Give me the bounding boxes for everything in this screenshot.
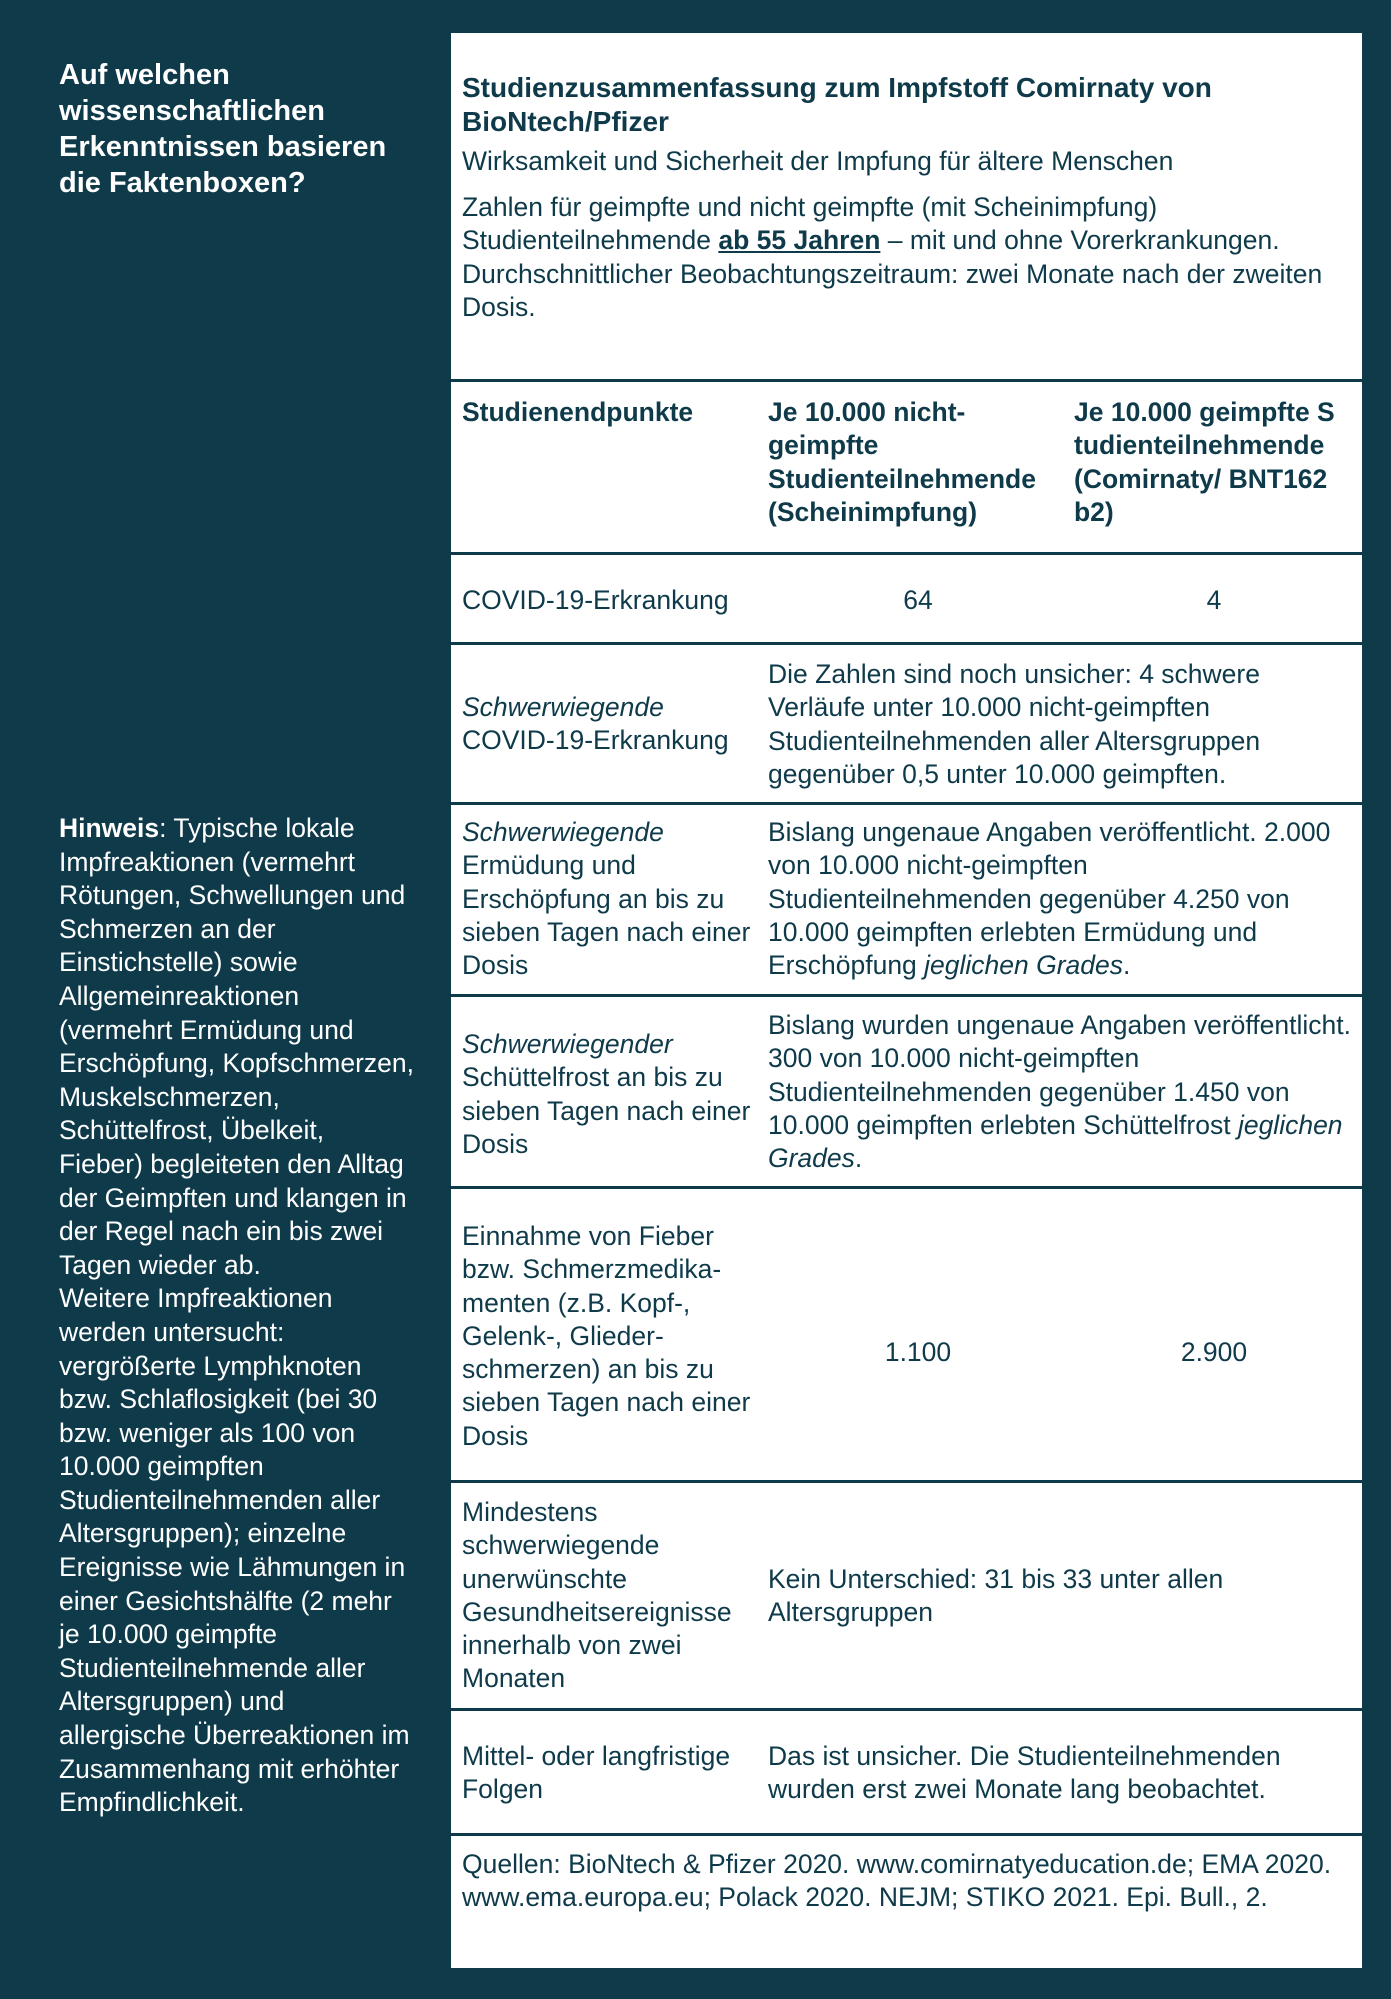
sidebar-note (59, 812, 415, 1820)
italic-label: Schwerwiegende (462, 817, 664, 847)
italic-label: Schwerwiegende (462, 692, 664, 722)
row-severe-covid-label (462, 691, 762, 758)
divider (451, 552, 1362, 555)
row-fatigue-label (462, 816, 762, 982)
divider (451, 802, 1362, 805)
note-text-2: Weitere Impfreaktionen werden untersucht: vergrößerte Lymphknoten bzw. Schlaflosigkeit (bei 30 bzw. weniger als 100 von 10.000 geimpften Studienteilnehmenden aller Altersgruppen); einzelne Ereignisse wie Lähmungen in einer Gesichtshälfte (2 mehr je 10.000 geimpfte Studienteilnehmende aller Altersgruppen) und allergische Überreaktionen im Zusammenhang mit erhöhter Empfindlichkeit. (59, 1283, 410, 1818)
row-adverse-events-text: Kein Unterschied: 31 bis 33 unter allen Altersgruppen (768, 1564, 1224, 1628)
row-adverse-events-label: Mindestens schwerwiegende unerwünschte Gesundheitsereignisse innerhalb von zwei Monaten (462, 1497, 732, 1694)
age-emphasis: ab 55 Jahren (718, 225, 881, 256)
divider (451, 994, 1362, 997)
italic-text: jeglichen Grades (924, 950, 1124, 981)
row-medication-vaccinated: 2.900 (1180, 1337, 1248, 1367)
divider (451, 1480, 1362, 1483)
divider (451, 642, 1362, 645)
study-panel (451, 33, 1362, 1968)
row-medication-label: Einnahme von Fieber bzw. Schmerzmedika-menten (z.B. Kopf-, Gelenk-, Glieder-schmerzen) an bis zu sieben Tagen nach einer Dosis (462, 1221, 751, 1451)
italic-label: Schwerwiegender (462, 1029, 673, 1059)
sources: Quellen: BioNtech & Pfizer 2020. www.comirnatyeducation.de; EMA 2020. www.ema.europa.eu; Polack 2020. NEJM; STIKO 2021. Epi. Bull., 2. (462, 1849, 1332, 1913)
study-title: Studienzusammenfassung zum Impfstoff Comirnaty von BioNtech/Pfizer (462, 72, 1212, 137)
text: Bislang wurden ungenaue Angaben veröffentlicht. 300 von 10.000 nicht-geimpften Studienteilnehmenden gegenüber 1.450 von 10.000 geimpften erlebten Schüttelfrost (768, 1010, 1351, 1140)
row-fatigue-text: Bislang ungenaue Angaben veröffentlicht. 2.000 von 10.000 nicht-geimpften Studienteilnehmenden gegenüber 4.250 von 10.000 geimpften erlebten Ermüdung und Erschöpfung jeglichen Grades. (768, 817, 1331, 981)
row-medication-placebo: 1.100 (884, 1337, 952, 1367)
row-longterm-text: Das ist unsicher. Die Studienteilnehmenden wurden erst zwei Monate lang beobachtet. (768, 1741, 1281, 1805)
divider (451, 379, 1362, 382)
row-covid-label: COVID-19-Erkrankung (462, 585, 729, 615)
desc-before: Zahlen für geimpfte und nicht geimpfte (mit Scheinimpfung) Studienteilnehmende (462, 192, 1158, 256)
divider (451, 1833, 1362, 1836)
study-description (462, 191, 1352, 324)
col-header-endpoints: Studienendpunkte (462, 397, 694, 427)
text: Bislang ungenaue Angaben veröffentlicht. 2.000 von 10.000 nicht-geimpften Studienteilnehmenden gegenüber 4.250 von 10.000 geimpften erlebten Ermüdung und Erschöpfung (768, 817, 1331, 981)
sidebar-title: Auf welchen wissenschaftlichen Erkenntnissen basieren die Faktenboxen? (59, 59, 387, 199)
divider (451, 1708, 1362, 1711)
label-text: Ermüdung und Erschöpfung an bis zu sieben Tagen nach einer Dosis (462, 850, 751, 981)
row-covid-placebo: 64 (903, 585, 933, 615)
note-label: Hinweis (59, 813, 160, 843)
row-severe-covid-text: Die Zahlen sind noch unsicher: 4 schwere Verläufe unter 10.000 nicht-geimpften Studienteilnehmenden aller Altersgruppen gegenüber 0,5 unter 10.000 geimpften. (768, 659, 1261, 789)
study-subtitle: Wirksamkeit und Sicherheit der Impfung für ältere Menschen (462, 146, 1174, 176)
study-header (451, 33, 1362, 381)
italic-text: jeglichen Grades (768, 1109, 1343, 1174)
label-text: Schüttelfrost an bis zu sieben Tagen nach einer Dosis (462, 1062, 751, 1159)
label-text: COVID-19-Erkrankung (462, 725, 729, 756)
divider (451, 1186, 1362, 1189)
row-longterm-label: Mittel- oder langfristige Folgen (462, 1741, 731, 1805)
col-header-placebo: Je 10.000 nicht-geimpfte Studienteilnehmende (Scheinimpfung) (768, 397, 1036, 527)
col-header-vaccinated: Je 10.000 geimpfte Studienteilnehmende (Comirnaty/ BNT162b2) (1074, 397, 1335, 527)
row-chills-label (462, 1028, 762, 1161)
row-chills-text: Bislang wurden ungenaue Angaben veröffentlicht. 300 von 10.000 nicht-geimpften Studienteilnehmenden gegenüber 1.450 von 10.000 geimpften erlebten Schüttelfrost jeglichen Grades. (768, 1010, 1351, 1174)
desc-after: – mit und ohne Vorerkrankungen. Durchschnittlicher Beobachtungszeitraum: zwei Monate nach der zweiten Dosis. (462, 225, 1323, 322)
row-covid-vaccinated: 4 (1206, 585, 1222, 615)
note-text: : Typische lokale Impfreaktionen (vermehrt Rötungen, Schwellungen und Schmerzen an der Einstichstelle) sowie Allgemeinreaktionen (vermehrt Ermüdung und Erschöpfung, Kopfschmerzen, Muskelschmerzen, Schüttelfrost, Übelkeit, Fieber) begleiteten den Alltag der Geimpften und klangen in der Regel nach ein bis zwei Tagen wieder ab. (59, 813, 414, 1280)
